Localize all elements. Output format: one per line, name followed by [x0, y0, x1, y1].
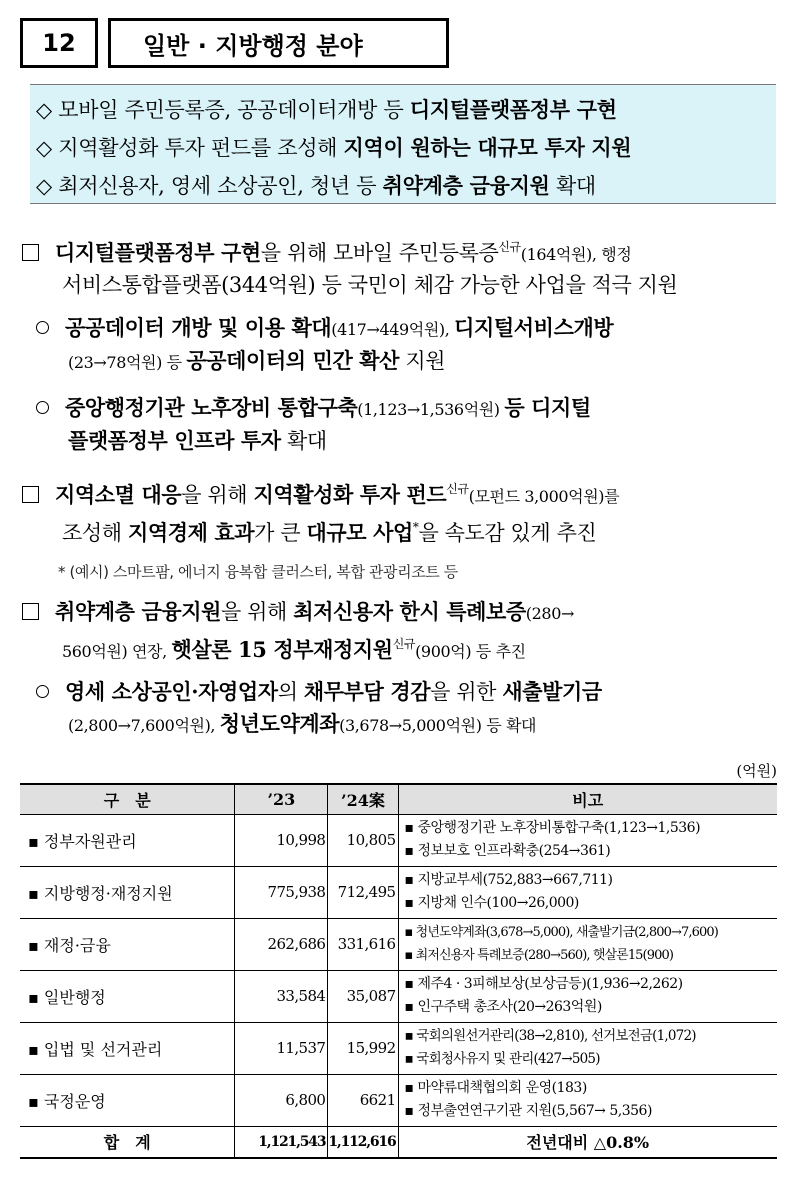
paragraph-public-data: 공공데이터 개방 및 이용 확대(417→449억원), 디지털서비스개방 (23→78억원) 등 공공데이터의 민간 확산 지원 [36, 312, 784, 378]
table-row: ▪ 정부자원관리 10,998 10,805 ▪ 중앙행정기관 노후장비통합구축(1,123→1,536) ▪ 정보보호 인프라확충(254→361) [20, 814, 777, 866]
circle-bullet-icon [36, 401, 49, 414]
table-row: ▪ 지방행정·재정지원 775,938 712,495 ▪ 지방교부세(752,883→667,711) ▪ 지방채 인수(100→26,000) [20, 866, 777, 918]
paragraph-regional-fund: 지역소멸 대응을 위해 지역활성화 투자 펀드$^{신규}$(모펀드 3,000억원)를 조성해 지역경제 효과가 큰 대규모 사업*을 속도감 있게 추진 * (예시) 스마트팜, 에너지 융복합 클러스터, 복합 관광리조트 등 [22, 474, 784, 588]
summary-line-2: ◇ 지역활성화 투자 펀드를 조성해 지역이 원하는 대규모 투자 지원 [36, 135, 632, 160]
col-2023: ’23 [235, 784, 328, 814]
paragraph-financial-support: 취약계층 금융지원을 위해 최저신용자 한시 특례보증(280→ 560억원) 연장, 햇살론 15 정부재정지원$^{신규}$(900억) 등 추진 [22, 596, 784, 667]
square-bullet-icon [22, 486, 39, 503]
budget-table [20, 783, 777, 1159]
table-row: ▪ 일반행정 33,584 35,087 ▪ 제주4 · 3피해보상(보상금등)(1,936→2,262) ▪ 인구주택 총조사(20→263억원) [20, 970, 777, 1022]
paragraph-infra: 중앙행정기관 노후장비 통합구축(1,123→1,536억원) 등 디지털 플랫폼정부 인프라 투자 확대 [36, 392, 784, 457]
circle-bullet-icon [36, 685, 49, 698]
unit-label: (억원) [736, 762, 777, 780]
square-bullet-icon [22, 244, 39, 261]
circle-bullet-icon [36, 321, 49, 334]
col-category: 구 분 [20, 784, 235, 814]
table-row: ▪ 국정운영 6,800 6621 ▪ 마약류대책협의회 운영(183) ▪ 정부출연연구기관 지원(5,567→ 5,356) [20, 1074, 777, 1126]
table-row: ▪ 재정·금융 262,686 331,616 ▪ 청년도약계좌(3,678→5,000), 새출발기금(2,800→7,600) ▪ 최저신용자 특례보증(280→560), 햇살론15(900) [20, 918, 777, 970]
paragraph-small-business: 영세 소상공인·자영업자의 채무부담 경감을 위한 새출발기금 (2,800→7,600억원), 청년도약계좌(3,678→5,000억원) 등 확대 [36, 676, 784, 741]
summary-box [30, 84, 776, 204]
square-bullet-icon [22, 603, 39, 620]
col-remarks: 비고 [398, 784, 777, 814]
col-2024: ’24案 [328, 784, 398, 814]
table-total-row: 합 계 1,121,543 1,112,616 전년대비 △0.8% [20, 1126, 777, 1158]
section-title: 일반 · 지방행정 분야 [108, 18, 449, 68]
paragraph-digital-platform: 디지털플랫폼정부 구현을 위해 모바일 주민등록증$^{신규}$(164억원), 행정 서비스통합플랫폼(344억원) 등 국민이 체감 가능한 사업을 적극 지원 [22, 232, 784, 301]
section-number: 12 [20, 18, 98, 68]
table-header-row [20, 784, 777, 814]
table-row: ▪ 입법 및 선거관리 11,537 15,992 ▪ 국회의원선거관리(38→2,810), 선거보전금(1,072) ▪ 국회청사유지 및 관리(427→505) [20, 1022, 777, 1074]
summary-line-1: ◇ 모바일 주민등록증, 공공데이터개방 등 디지털플랫폼정부 구현 [36, 97, 617, 122]
summary-line-3: ◇ 최저신용자, 영세 소상공인, 청년 등 취약계층 금융지원 확대 [36, 173, 596, 198]
